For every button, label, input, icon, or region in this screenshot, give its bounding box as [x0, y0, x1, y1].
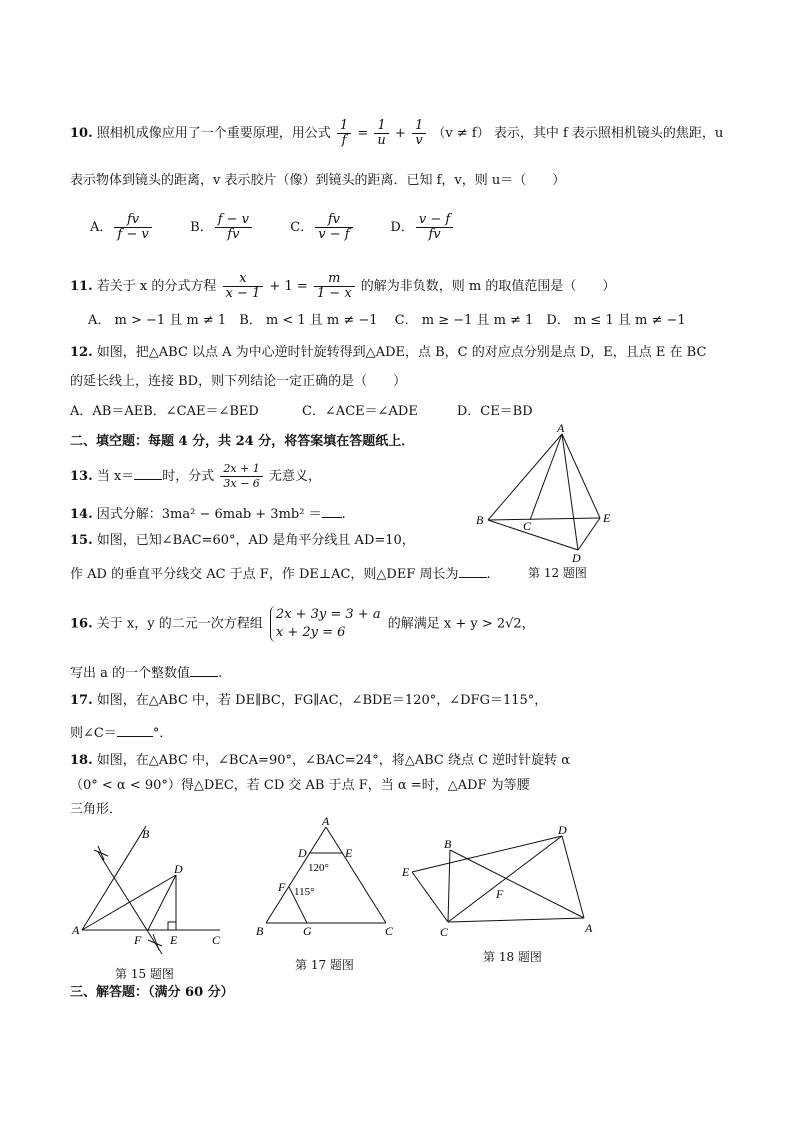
- q17-figure-caption: 第 17 题图: [295, 958, 354, 972]
- q12-options: A．AB＝AEB．∠CAE＝∠BED C．∠ACE＝∠ADE D．CE＝BD: [70, 404, 533, 419]
- fig12-label-c: C: [523, 519, 532, 533]
- q15-text-2: 作 AD 的垂直平分线交 AC 于点 F，作 DE⊥AC，则△DEF 周长为: [70, 567, 459, 582]
- q16-text-4: .: [218, 666, 223, 681]
- fig12-label-b: B: [476, 513, 484, 527]
- q10-condition: （v ≠ f）: [432, 126, 490, 141]
- q13-line: [70, 462, 321, 491]
- q12-line2: 的延长线上，连接 BD，则下列结论一定正确的是（ ）: [70, 374, 407, 389]
- q10-frac-v: $\frac{1}{v}$: [412, 119, 426, 148]
- fig15-label-d: D: [174, 862, 183, 876]
- q17-number: 17.: [70, 693, 93, 708]
- fig15-label-c: C: [212, 933, 221, 947]
- q13-text-2: 时，分式: [162, 469, 215, 484]
- fig15-label-a: A: [72, 923, 80, 937]
- fig12-label-d: D: [572, 551, 581, 565]
- q15-line2: [70, 563, 491, 584]
- q14-number: 14.: [70, 507, 93, 522]
- q11-frac-right: $\frac{m}{1 - x}$: [314, 272, 355, 301]
- q16-text-2: 的解满足 x + y > 2√2，: [387, 616, 535, 632]
- q11-mid: + 1 =: [269, 279, 308, 294]
- q18-line3: 三角形．: [70, 802, 123, 817]
- figure-18: [398, 822, 598, 942]
- q18-text-1: 如图，在△ABC 中，∠BCA=90°，∠BAC=24°，将△ABC 绕点 C 逆时针旋转 α: [96, 753, 571, 768]
- q10-text-1: 照相机成像应用了一个重要原理，用公式: [96, 126, 331, 141]
- q10-options: [90, 213, 486, 242]
- q10-option-b: B． $\frac{f - v}{fv}$: [190, 213, 286, 242]
- q17-text-2: 则∠C＝: [70, 726, 117, 741]
- fig12-label-e: E: [603, 511, 611, 525]
- q10-number: 10.: [70, 126, 93, 141]
- q15-line1: [70, 532, 415, 550]
- q12-number: 12.: [70, 345, 93, 360]
- fig18-label-e: E: [402, 865, 410, 879]
- fig17-label-e: E: [345, 846, 353, 860]
- q13-text-3: 无意义，: [268, 469, 321, 484]
- q10-frac-f: $\frac{1}{f}$: [337, 119, 351, 148]
- q15-number: 15.: [70, 533, 93, 548]
- section-2-heading: 二、填空题：每题 4 分，共 24 分，将答案填在答题纸上．: [70, 434, 415, 449]
- q18-line2: （0° < α < 90°）得△DEC，若 CD 交 AB 于点 F，当 α =时，△ADF 为等腰: [70, 778, 530, 793]
- q13-frac: $\frac{2x + 1}{3x - 6}$: [220, 462, 262, 491]
- q10-line1: [70, 119, 723, 148]
- q17-line1: [70, 692, 547, 710]
- figure-15: [70, 822, 235, 962]
- q10-option-d: D． $\frac{v - f}{fv}$: [390, 213, 486, 242]
- q10-line2: 表示物体到镜头的距离，v 表示胶片（像）到镜头的距离．已知 f，v，则 u＝（ ）: [70, 173, 566, 188]
- fig18-label-c: C: [440, 925, 449, 939]
- fig17-label-f: F: [278, 880, 286, 894]
- q10-plus: +: [394, 126, 406, 141]
- q16-text-3: 写出 a 的一个整数值: [70, 666, 191, 681]
- q16-number: 16.: [70, 616, 93, 632]
- fig17-angle-115: 115°: [294, 886, 315, 898]
- q10-text-2: 表示，其中 f 表示照相机镜头的焦距，u: [493, 126, 724, 141]
- q10-option-a: A． $\frac{fv}{f - v}$: [90, 213, 186, 242]
- q16-equation-system: 2x + 3y = 3 + a x + 2y = 6: [270, 606, 381, 642]
- q13-text-1: 当 x＝: [96, 469, 135, 484]
- q16-answer-blank[interactable]: [190, 662, 218, 677]
- q13-answer-blank[interactable]: [134, 465, 162, 480]
- q17-text-1: 如图，在△ABC 中，若 DE∥BC，FG∥AC，∠BDE＝120°，∠DFG＝115°，: [96, 693, 548, 708]
- q17-line2: [70, 722, 172, 743]
- fig17-label-b: B: [256, 924, 264, 938]
- q14-line: [70, 503, 346, 524]
- q16-line2: [70, 662, 222, 683]
- q17-text-3: °．: [152, 726, 173, 741]
- q18-line1: [70, 752, 570, 770]
- q14-text-2: .: [341, 507, 346, 522]
- q15-text-1: 如图，已知∠BAC=60°，AD 是角平分线且 AD=10，: [96, 533, 415, 548]
- fig18-label-f: F: [496, 887, 504, 901]
- q11-line1: [70, 272, 615, 301]
- q18-number: 18.: [70, 753, 93, 768]
- fig17-label-d: D: [298, 846, 307, 860]
- q14-answer-blank[interactable]: [322, 503, 342, 518]
- q18-figure-caption: 第 18 题图: [483, 950, 542, 964]
- q10-equals: =: [357, 126, 369, 141]
- q15-text-3: .: [486, 567, 491, 582]
- fig17-label-a: A: [322, 815, 330, 828]
- q12-figure-caption: 第 12 题图: [528, 566, 587, 580]
- q11-number: 11.: [70, 279, 93, 294]
- q15-figure-caption: 第 15 题图: [115, 967, 174, 981]
- q13-number: 13.: [70, 469, 93, 484]
- fig17-label-c: C: [385, 924, 394, 938]
- fig18-label-b: B: [444, 837, 452, 851]
- q11-frac-left: $\frac{x}{x - 1}$: [223, 272, 264, 301]
- q16-line1: [70, 606, 535, 642]
- q12-line1: [70, 344, 706, 362]
- q14-text-1: 因式分解：3ma² − 6mab + 3mb² ＝: [96, 507, 322, 522]
- fig17-angle-120: 120°: [308, 862, 329, 874]
- fig18-label-a: A: [585, 921, 593, 935]
- figure-12: [470, 420, 620, 565]
- fig15-label-e: E: [170, 933, 178, 947]
- fig17-label-g: G: [303, 924, 312, 938]
- q17-answer-blank[interactable]: [117, 722, 153, 737]
- q11-text-1: 若关于 x 的分式方程: [96, 279, 217, 294]
- q11-text-2: 的解为非负数，则 m 的取值范围是（ ）: [360, 279, 616, 294]
- fig15-label-f: F: [134, 933, 142, 947]
- q11-options: A． m > −1 且 m ≠ 1 B． m < 1 且 m ≠ −1 C． m ≥ −1 且 m ≠ 1 D． m ≤ 1 且 m ≠ −1: [88, 313, 686, 328]
- figure-17: [252, 815, 402, 945]
- q15-answer-blank[interactable]: [459, 563, 487, 578]
- q10-frac-u: $\frac{1}{u}$: [374, 119, 388, 148]
- q12-text-1: 如图，把△ABC 以点 A 为中心逆时针旋转得到△ADE，点 B，C 的对应点分别是点 D，E，且点 E 在 BC: [96, 345, 707, 360]
- fig18-label-d: D: [558, 823, 567, 837]
- section-3-heading: 三、解答题：（满分 60 分）: [70, 985, 234, 1000]
- fig15-label-b: B: [142, 827, 150, 841]
- q16-text-1: 关于 x，y 的二元一次方程组: [96, 616, 263, 632]
- q10-option-c: C． $\frac{fv}{v - f}$: [290, 213, 386, 242]
- fig12-label-a: A: [557, 421, 565, 435]
